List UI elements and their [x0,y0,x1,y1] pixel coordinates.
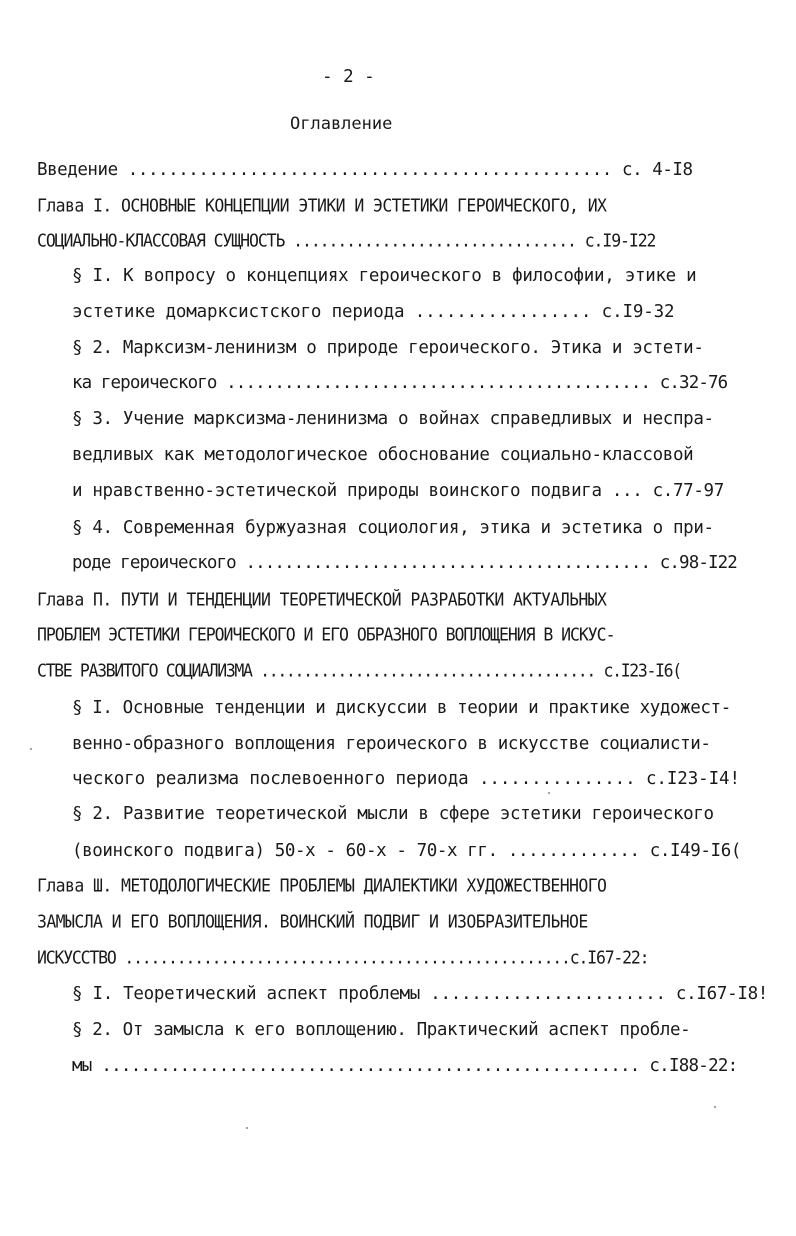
scan-speck [30,748,32,750]
page-title: Оглавление [290,114,393,134]
toc-ch1-sec3-line1: § 3. Учение марксизма-ленинизма о войнах справедливых и неспра- [72,409,714,429]
toc-chapter-1-title-line2: СОЦИАЛЬНО-КЛАССОВАЯ СУЩНОСТЬ ................................ с.I9-I22 [37,230,656,251]
toc-ch2-sec2-line1: § 2. Развитие теоретической мысли в сфере эстетики героического [72,804,714,824]
scan-speck [246,1127,248,1129]
toc-ch1-sec2-line1: § 2. Марксизм-ленинизм о природе героического. Этика и эстети- [72,338,704,358]
toc-chapter-2-title-line3: СТВЕ РАЗВИТОГО СОЦИАЛИЗМА ....................................... с.I23-I6( [37,660,681,681]
toc-ch1-sec1-line1: § I. К вопросу о концепциях героического в философии, этике и [72,266,697,286]
toc-chapter-3-title-line1: Глава Ш. МЕТОДОЛОГИЧЕСКИЕ ПРОБЛЕМЫ ДИАЛЕКТИКИ ХУДОЖЕСТВЕННОГО [37,875,607,896]
toc-chapter-2-title-line2: ПРОБЛЕМ ЭСТЕТИКИ ГЕРОИЧЕСКОГО И ЕГО ОБРАЗНОГО ВОПЛОЩЕНИЯ В ИСКУС- [37,624,615,645]
toc-ch1-sec1-line2: эстетике домарксистского периода ................. с.I9-32 [72,302,675,322]
toc-chapter-1-title-line1: Глава I. ОСНОВНЫЕ КОНЦЕПЦИИ ЭТИКИ И ЭСТЕТИКИ ГЕРОИЧЕСКОГО, ИХ [37,195,607,216]
page-number: - 2 - [322,67,375,87]
scan-speck [714,1106,716,1108]
toc-chapter-2-title-line1: Глава П. ПУТИ И ТЕНДЕНЦИИ ТЕОРЕТИЧЕСКОЙ РАЗРАБОТКИ АКТУАЛЬНЫХ [37,589,607,610]
toc-ch2-sec1-line1: § I. Основные тенденции и дискуссии в теории и практике художест- [72,698,731,718]
toc-entry-intro: Введение ................................................ с. 4-I8 [37,160,693,180]
toc-ch2-sec1-line3: ческого реализма послевоенного периода ............... с.I23-I4! [72,769,740,789]
toc-ch1-sec3-line3: и нравственно-эстетической природы воинского подвига ... с.77-97 [72,481,724,501]
toc-ch2-sec1-line2: венно-образного воплощения героического в искусстве социалисти- [72,734,711,754]
toc-ch1-sec4-line2: роде героического .......................................... с.98-I22 [72,553,737,573]
toc-ch3-sec2-line1: § 2. От замысла к его воплощению. Практический аспект пробле- [72,1020,691,1040]
toc-ch3-sec2-line2: мы ....................................................... с.I88-22: [72,1056,738,1076]
toc-chapter-3-title-line2: ЗАМЫСЛА И ЕГО ВОПЛОЩЕНИЯ. ВОИНСКИЙ ПОДВИГ И ИЗОБРАЗИТЕЛЬНОЕ [37,911,588,932]
toc-chapter-3-title-line3: ИСКУССТВО ...................................................с.I67-22: [37,947,649,968]
toc-ch3-sec1: § I. Теоретический аспект проблемы ....................... с.I67-I8! [72,984,769,1004]
toc-ch1-sec4-line1: § 4. Современная буржуазная социология, этика и эстетика о при- [72,518,714,538]
toc-ch1-sec2-line2: ка героического ............................................ с.32-76 [72,373,728,393]
toc-ch2-sec2-line2: (воинского подвига) 50-х - 60-х - 70-х гг. ............. с.I49-I6( [72,841,741,861]
toc-ch1-sec3-line2: ведливых как методологическое обоснование социально-классовой [72,445,694,465]
scan-speck [548,792,550,794]
